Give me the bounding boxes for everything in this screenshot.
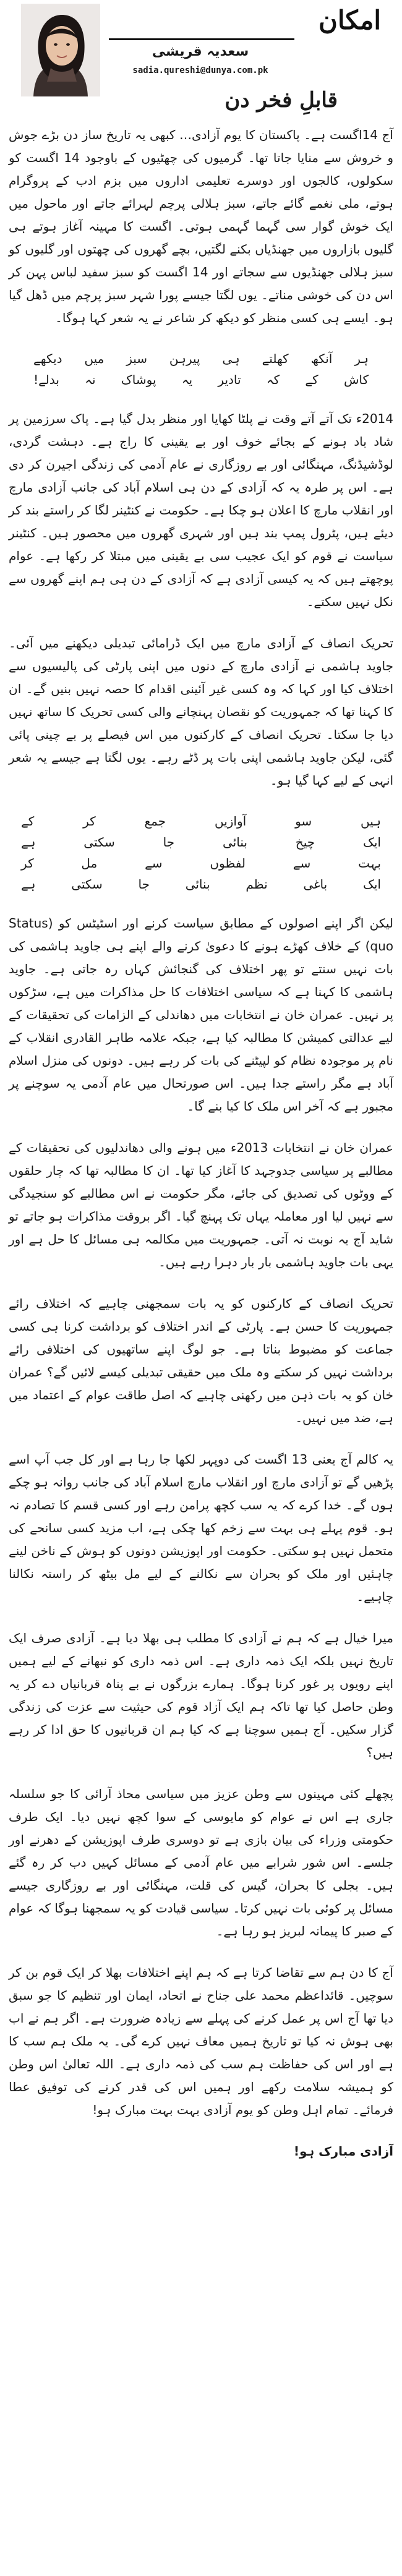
verse-word: ہر — [354, 351, 369, 366]
verse-word: پیرہن — [169, 351, 200, 366]
author-photo — [21, 4, 100, 96]
verse-word: باغی — [303, 877, 328, 892]
verse-word: نظم — [246, 877, 268, 892]
verse-line — [9, 369, 393, 390]
verse-word: دیکھے — [33, 351, 62, 366]
verse-word: پوشاک — [121, 372, 156, 387]
verse-word: جا — [163, 835, 175, 850]
closing-line: آزادی مبارک ہو! — [293, 2144, 393, 2159]
article-body — [9, 124, 393, 2163]
verse-word: سے — [145, 856, 163, 871]
verse-block — [9, 348, 393, 390]
verse-word: ہی — [222, 351, 240, 366]
verse-word: سبز — [126, 351, 148, 366]
verse-word: کے — [21, 814, 35, 829]
paragraph: لیکن اگر اپنے اصولوں کے مطابق سیاست کرنے اور اسٹیٹس کو (Status quo) کے خلاف کھڑے ہونے کا دعویٰ کرنے والے اپنے ہی جاوید ہاشمی کی بات نہیں سنتے تو پھر اختلاف کی گنجائش کہاں رہ جاتی ہے۔ جاوید ہاشمی کا کہنا ہے کہ سیاسی اختلافات کا حل مذاکرات میں ہے، سڑکوں پر نہیں۔ عمران خان نے انتخابات میں دھاندلی کے الزامات کی تحقیقات کے لیے عدالتی کمیشن کا مطالبہ کیا ہے، جبکہ علامہ طاہر القادری انقلاب کے نام پر موجودہ نظام کو لپیٹنے کی بات کر رہے ہیں۔ دونوں کی منزل اسلام آباد ہے مگر راستے جدا ہیں۔ اس صورتحال میں عام آدمی یہ سوچنے پر مجبور ہے کہ آخر اس ملک کا کیا بنے گا۔ — [9, 916, 393, 1114]
verse-word: مل — [81, 856, 98, 871]
verse-line — [9, 832, 393, 853]
verse-word: ایک — [362, 877, 381, 892]
author-email: sadia.qureshi@dunya.com.pk — [132, 66, 268, 75]
verse-word: کے — [305, 372, 319, 387]
verse-line — [9, 348, 393, 369]
column-header — [9, 0, 393, 124]
verse-word: کہ — [266, 372, 280, 387]
verse-word: کاش — [343, 372, 369, 387]
verse-word: تادیر — [218, 372, 241, 387]
verse-word: بنائی — [223, 835, 247, 850]
verse-word: ہے — [21, 877, 36, 892]
paragraph: پچھلے کئی مہینوں سے وطن عزیز میں سیاسی محاذ آرائی کا جو سلسلہ جاری ہے اس نے عوام کو مایوسی کے سوا کچھ نہیں دیا۔ ایک طرف حکومتی وزراء کی بیان بازی ہے تو دوسری طرف اپوزیشن کے دھرنے اور جلسے۔ اس شور شرابے میں عام آدمی کے مسائل کہیں دب کر رہ گئے ہیں۔ بجلی کا بحران، گیس کی قلت، مہنگائی اور بے روزگاری جیسے مسائل پر کوئی بات نہیں کرتا۔ سیاسی قیادت کو یہ سمجھنا ہوگا کہ عوام کے صبر کا پیمانہ لبریز ہو رہا ہے۔ — [9, 1786, 393, 1938]
verse-word: بہت — [358, 856, 381, 871]
verse-word: سو — [295, 814, 312, 829]
verse-word: چیخ — [295, 835, 315, 850]
verse-word: میں — [84, 351, 105, 366]
paragraph: آج کا دن ہم سے تقاضا کرتا ہے کہ ہم اپنے اختلافات بھلا کر ایک قوم بن کر سوچیں۔ قائداعظم محمد علی جناح نے اتحاد، ایمان اور تنظیم کا جو سبق دیا تھا آج اس پر عمل کرنے کی پہلے سے زیادہ ضرورت ہے۔ اگر ہم نے اب بھی ہوش نہ کیا تو تاریخ ہمیں معاف نہیں کرے گی۔ یہ ملک ہم سب کا ہے اور اس کی حفاظت ہم سب کی ذمہ داری ہے۔ اللہ تعالیٰ اس وطن کو ہمیشہ سلامت رکھے اور ہمیں اس کی قدر کرنے کی توفیق عطا فرمائے۔ تمام اہل وطن کو یوم آزادی بہت بہت مبارک ہو! — [9, 1965, 393, 2117]
verse-word: آنکھ — [310, 351, 333, 366]
verse-word: بنائی — [185, 877, 210, 892]
paragraph: میرا خیال ہے کہ ہم نے آزادی کا مطلب ہی بھلا دیا ہے۔ آزادی صرف ایک تاریخ نہیں بلکہ ایک ذمہ داری ہے۔ اس ذمہ داری کو نبھانے کے لیے ہمیں اپنے رویوں پر غور کرنا ہوگا۔ ہمارے بزرگوں نے بے پناہ قربانیاں دے کر یہ وطن حاصل کیا تھا تاکہ ہم ایک آزاد قوم کی حیثیت سے عزت کی زندگی گزار سکیں۔ آج ہمیں سوچنا ہے کہ کیا ہم ان قربانیوں کا حق ادا کر رہے ہیں؟ — [9, 1631, 393, 1760]
paragraph: آج 14اگست ہے۔ پاکستان کا یوم آزادی… کبھی یہ تاریخ ساز دن بڑے جوش و خروش سے منایا جاتا تھا۔ گرمیوں کی چھٹیوں کے باوجود 14 اگست کو سکولوں، کالجوں اور دوسرے تعلیمی اداروں میں بزم ادب کے پروگرام ہوتے، ملی نغمے گائے جاتے، سبز ہلالی پرچم لہرائے جاتے اور ماحول میں ایک خوش گوار سی گہما گہمی ہوتی۔ اگست کا مہینہ آغاز ہوتے ہی گلیوں بازاروں میں جھنڈیاں بکنے لگتیں، بچے گھروں کی چھتوں اور گلیوں کو سبز ہلالی جھنڈیوں سے سجاتے اور 14 اگست کو سبز سفید لباس پہن کر اس دن کی خوشی مناتے۔ یوں لگتا جیسے پورا شہر سبز پرچم میں ڈھل گیا ہو۔ ایسے ہی کسی منظر کو دیکھ کر شاعر نے یہ شعر کہا ہوگا۔ — [9, 127, 393, 325]
verse-word: ہیں — [361, 814, 381, 829]
verse-word: یہ — [181, 372, 193, 387]
paragraph: تحریک انصاف کے کارکنوں کو یہ بات سمجھنی چاہیے کہ اختلاف رائے جمہوریت کا حسن ہے۔ پارٹی کے اندر اختلاف کو برداشت کرنا ہی کسی جماعت کو مضبوط بناتا ہے۔ جو لوگ اپنے ساتھیوں کی اختلافی رائے برداشت نہیں کر سکتے وہ ملک میں حقیقی تبدیلی کیسے لائیں گے؟ عمران خان کو یہ بات ذہن میں رکھنی چاہیے کہ اصل طاقت عوام کے اعتماد میں ہے، ضد میں نہیں۔ — [9, 1296, 393, 1425]
verse-word: کر — [83, 814, 96, 829]
author-name: سعدیہ قریشی — [152, 44, 249, 59]
paragraph: تحریک انصاف کے آزادی مارچ میں ایک ڈرامائی تبدیلی دیکھنے میں آئی۔ جاوید ہاشمی نے آزادی مارچ کے دنوں میں اپنی پارٹی کی پالیسیوں سے اختلاف کیا اور کہا کہ وہ کسی غیر آئینی اقدام کا حصہ نہیں بنیں گے۔ ان کا کہنا تھا کہ جمہوریت کو نقصان پہنچانے والی کسی تحریک کا ساتھ نہیں دیا جا سکتا۔ تحریک انصاف کے کارکنوں میں اس فیصلے پر بے چینی پائی گئی، لیکن جاوید ہاشمی اپنی بات پر ڈٹے رہے۔ یوں لگتا ہے جیسے یہ شعر انہی کے لیے کہا گیا ہو۔ — [9, 636, 393, 788]
verse-word: نہ — [85, 372, 96, 387]
brand-divider — [109, 38, 294, 40]
verse-line — [9, 874, 393, 895]
verse-word: آوازیں — [214, 814, 247, 829]
article-headline: قابلِ فخر دن — [225, 88, 338, 113]
verse-block — [9, 811, 393, 895]
verse-word: سکتی — [71, 877, 103, 892]
verse-line — [9, 853, 393, 874]
author-portrait-icon — [21, 4, 100, 96]
verse-word: بدلے! — [33, 372, 59, 387]
verse-word: لفظوں — [210, 856, 246, 871]
verse-line — [9, 811, 393, 832]
column-brand: امکان — [318, 5, 381, 35]
verse-word: جا — [138, 877, 150, 892]
paragraph: 2014ء تک آتے آتے وقت نے پلٹا کھایا اور منظر بدل گیا ہے۔ پاک سرزمین پر شاد باد ہونے کے بجائے خوف اور بے یقینی کا راج ہے۔ دہشت گردی، لوڈشیڈنگ، مہنگائی اور بے روزگاری نے عام آدمی کی زندگی اجیرن کر دی ہے۔ اس پر طرہ یہ کہ آزادی کے دن ہی اسلام آباد کی جانب آزادی مارچ اور انقلاب مارچ کا اعلان ہو چکا ہے۔ حکومت نے کنٹینر لگا کر راستے بند کر دیئے ہیں، پٹرول پمپ بند ہیں اور شہری گھروں میں محصور ہیں۔ کنٹینر سیاست نے قوم کو ایک عجیب سی بے یقینی میں مبتلا کر رکھا ہے۔ عوام پوچھتے ہیں کہ یہ کیسی آزادی ہے کہ آزادی کے دن ہی ہم اپنے گھروں سے نکل نہیں سکتے۔ — [9, 411, 393, 609]
verse-word: ایک — [362, 835, 381, 850]
verse-word: سے — [293, 856, 311, 871]
paragraph: عمران خان نے انتخابات 2013ء میں ہونے والی دھاندلیوں کی تحقیقات کے مطالبے پر سیاسی جدوجہد کا آغاز کیا تھا۔ ان کا مطالبہ تھا کہ چار حلقوں کے ووٹوں کی تصدیق کی جائے، مگر حکومت نے اس مطالبے کو سنجیدگی سے نہیں لیا اور معاملہ یہاں تک پہنچ گیا۔ اگر بروقت مذاکرات ہو جاتے تو شاید آج یہ نوبت نہ آتی۔ جمہوریت میں مکالمہ ہی مسائل کا حل ہے اور یہی بات جاوید ہاشمی بار بار دہرا رہے ہیں۔ — [9, 1140, 394, 1269]
verse-word: کر — [21, 856, 34, 871]
paragraph: یہ کالم آج یعنی 13 اگست کی دوپہر لکھا جا رہا ہے اور کل جب آپ اسے پڑھیں گے تو آزادی مارچ اور انقلاب مارچ اسلام آباد کی جانب روانہ ہو چکے ہوں گے۔ خدا کرے کہ یہ سب کچھ پرامن رہے اور کسی قسم کا تصادم نہ ہو۔ قوم پہلے ہی بہت سے زخم کھا چکی ہے، اب مزید کسی سانحے کی متحمل نہیں ہو سکتی۔ حکومت اور اپوزیشن دونوں کو ہوش کے ناخن لینے چاہئیں اور ملک کو بحران سے نکالنے کے لیے مل بیٹھ کر راستہ نکالنا چاہیے۔ — [9, 1452, 394, 1604]
verse-word: سکتی — [83, 835, 115, 850]
verse-word: ہے — [21, 835, 36, 850]
verse-word: جمع — [144, 814, 166, 829]
verse-word: کھلتے — [262, 351, 289, 366]
